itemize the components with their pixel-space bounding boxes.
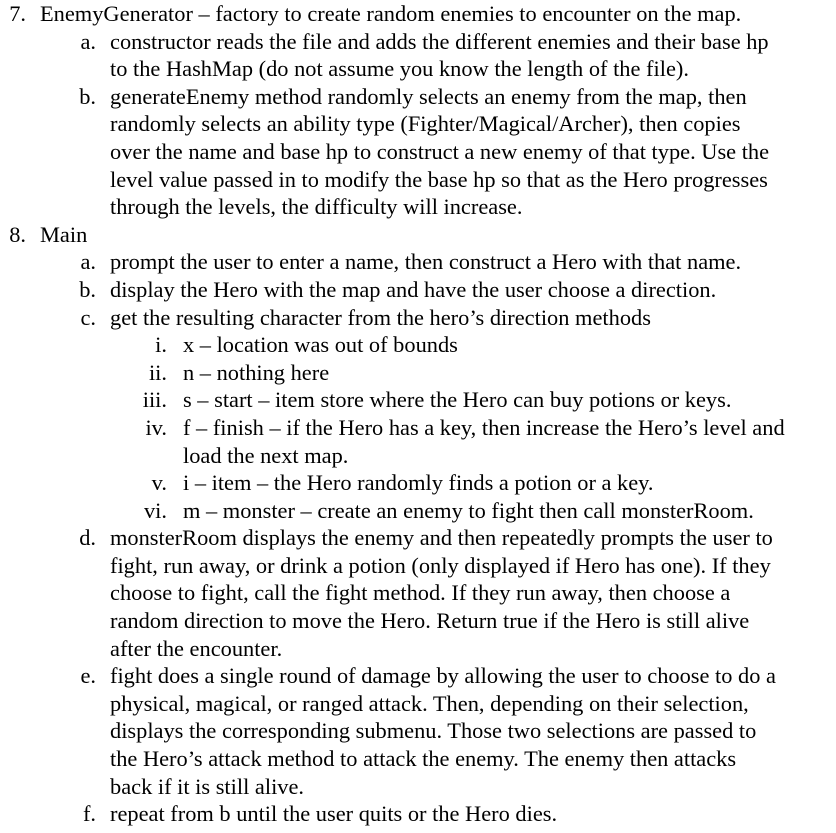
text-line: Main xyxy=(40,221,88,247)
list-marker: f. xyxy=(82,801,96,827)
list-item xyxy=(0,524,836,662)
list-marker: vi. xyxy=(143,497,167,523)
text-line: s – start – item store where the Hero can buy potions or keys. xyxy=(183,387,732,413)
text-line: level value passed in to modify the base hp so that as the Hero progresses xyxy=(110,166,768,192)
text-line: prompt the user to enter a name, then construct a Hero with that name. xyxy=(110,249,742,275)
list-item xyxy=(0,83,836,221)
list-item xyxy=(0,359,836,387)
list-marker: a. xyxy=(80,28,96,54)
list-item xyxy=(0,304,836,332)
text-line: physical, magical, or ranged attack. Then, depending on their selection, xyxy=(110,690,749,716)
list-marker: b. xyxy=(79,276,96,302)
list-item-text xyxy=(26,221,836,249)
list-item-text xyxy=(26,0,836,28)
list-item-text xyxy=(96,248,836,276)
text-line: EnemyGenerator – factory to create random enemies to encounter on the map. xyxy=(40,1,742,26)
list-item-text xyxy=(167,414,836,469)
list-item xyxy=(0,0,836,28)
list-item-text xyxy=(167,331,836,359)
text-line: to the HashMap (do not assume you know the length of the file). xyxy=(110,56,689,82)
text-line: after the encounter. xyxy=(110,635,283,661)
text-line: f – finish – if the Hero has a key, then increase the Hero’s level and xyxy=(183,414,785,440)
list-marker: 8. xyxy=(9,221,26,247)
text-line: m – monster – create an enemy to fight then call monsterRoom. xyxy=(183,497,754,523)
list-marker: a. xyxy=(80,249,96,275)
list-item xyxy=(0,331,836,359)
text-line: get the resulting character from the hero’s direction methods xyxy=(110,304,651,330)
text-line: n – nothing here xyxy=(183,359,330,385)
text-line: repeat from b until the user quits or the Hero dies. xyxy=(110,801,558,827)
list-item-text xyxy=(96,800,836,828)
list-item xyxy=(0,469,836,497)
list-item xyxy=(0,248,836,276)
list-item-text xyxy=(167,386,836,414)
text-line: x – location was out of bounds xyxy=(183,332,458,358)
list-item xyxy=(0,662,836,800)
list-marker: v. xyxy=(151,470,167,496)
text-line: fight does a single round of damage by allowing the user to choose to do a xyxy=(110,663,776,689)
text-line: random direction to move the Hero. Return true if the Hero is still alive xyxy=(110,608,750,634)
text-line: constructor reads the file and adds the different enemies and their base hp xyxy=(110,28,769,54)
list-item-text xyxy=(96,524,836,662)
list-marker: e. xyxy=(80,663,96,689)
text-line: the Hero’s attack method to attack the enemy. The enemy then attacks xyxy=(110,746,737,772)
list-marker: b. xyxy=(79,83,96,109)
text-line: load the next map. xyxy=(183,442,349,468)
list-item xyxy=(0,386,836,414)
text-line: display the Hero with the map and have the user choose a direction. xyxy=(110,276,717,302)
text-line: choose to fight, call the fight method. If they run away, then choose a xyxy=(110,580,731,606)
list-item-text xyxy=(96,276,836,304)
list-item xyxy=(0,28,836,83)
text-line: back if it is still alive. xyxy=(110,773,305,799)
text-line: through the levels, the difficulty will increase. xyxy=(110,194,523,220)
text-line: i – item – the Hero randomly finds a potion or a key. xyxy=(183,470,654,496)
list-marker: 7. xyxy=(9,1,26,26)
list-item-text xyxy=(167,359,836,387)
list-item-text xyxy=(96,83,836,221)
list-item-text xyxy=(167,469,836,497)
text-line: randomly selects an ability type (Fighter/Magical/Archer), then copies xyxy=(110,111,741,137)
list-marker: i. xyxy=(155,332,167,358)
list-item-text xyxy=(96,28,836,83)
text-line: over the name and base hp to construct a new enemy of that type. Use the xyxy=(110,138,770,164)
list-marker: c. xyxy=(80,304,96,330)
text-line: fight, run away, or drink a potion (only displayed if Hero has one). If they xyxy=(110,552,771,578)
list-marker: iii. xyxy=(142,387,167,413)
list-item xyxy=(0,497,836,525)
list-item xyxy=(0,414,836,469)
text-line: displays the corresponding submenu. Those two selections are passed to xyxy=(110,718,757,744)
list-item xyxy=(0,221,836,249)
text-line: monsterRoom displays the enemy and then repeatedly prompts the user to xyxy=(110,525,773,551)
list-marker: ii. xyxy=(148,359,167,385)
text-line: generateEnemy method randomly selects an enemy from the map, then xyxy=(110,83,747,109)
list-item xyxy=(0,800,836,828)
list-item xyxy=(0,276,836,304)
list-item-text xyxy=(96,304,836,332)
list-marker: d. xyxy=(79,525,96,551)
list-marker: iv. xyxy=(145,414,167,440)
list-item-text xyxy=(96,662,836,800)
list-item-text xyxy=(167,497,836,525)
